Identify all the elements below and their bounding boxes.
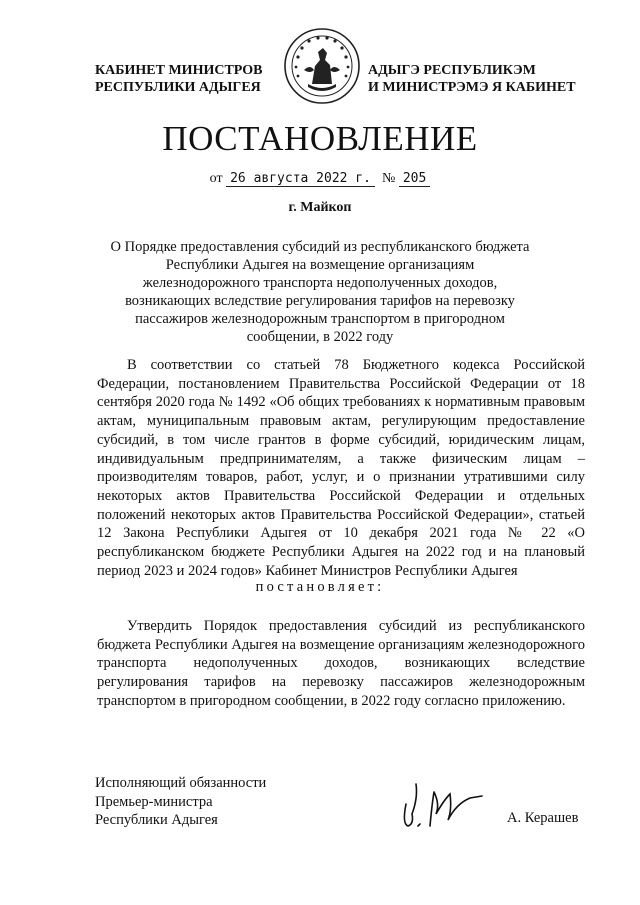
resolves-heading: постановляет: [255, 579, 385, 595]
issuer-name-adyghe [368, 62, 598, 96]
signatory-line-1: Исполняющий обязанности [95, 775, 267, 791]
document-title: ПОСТАНОВЛЕНИЕ [162, 119, 478, 158]
date-number-line [0, 170, 640, 188]
signatory-position [95, 774, 315, 830]
handwritten-signature-icon [392, 774, 492, 834]
signatory-name: А. Керашев [507, 810, 579, 826]
coat-of-arms-emblem-icon [282, 26, 362, 106]
issuer-line-2: РЕСПУБЛИКИ АДЫГЕЯ [95, 80, 261, 95]
issuer-line-1: КАБИНЕТ МИНИСТРОВ [95, 63, 263, 78]
decision-paragraph [97, 617, 585, 711]
issuer-name-russian [95, 62, 285, 96]
signatory-line-2: Премьер-министра [95, 793, 213, 810]
date-prefix: от [209, 171, 223, 186]
city: г. Майкоп [288, 200, 352, 215]
number-sign: № [381, 171, 396, 186]
issuer-adyghe-line-2: И МИНИСТРЭМЭ Я КАБИНЕТ [368, 80, 576, 95]
preamble-paragraph [97, 356, 585, 580]
decree-subject: О Порядке предоставления субсидий из республиканского бюджета Республики Адыгея на возмещение организациям железнодорожного транспорта недополученных доходов, возникающих вследствие регулирования тарифов на перевозку пассажиров железнодорожным транспортом в пригородном сообщении, в 2022 году [110, 239, 530, 345]
preamble-text: В соответствии со статьей 78 Бюджетного кодекса Российской Федерации, постановлением Правительства Российской Федерации от 18 сентября 2020 года № 1492 «Об общих требованиях к нормативным правовым актам, муниципальным правовым актам, регулирующим предоставление субсидий, в том числе грантов в форме субсидий, юридическим лицам, индивидуальным предпринимателям, а также физическим лицам – производителям товаров, работ, услуг, и о признании утратившими силу некоторых актов Правительства Российской Федерации и отдельных положений некоторых актов Правительства Российской Федерации», статьей 12 Закона Республики Адыгея от 10 декабря 2021 года № 22 «О республиканском бюджете Республики Адыгея на 2022 год и на плановый период 2023 и 2024 годов» Кабинет Министров Республики Адыгея [97, 357, 585, 579]
date-value: 26 августа 2022 г. [226, 171, 375, 187]
decision-text: Утвердить Порядок предоставления субсидий из республиканского бюджета Республики Адыгея на возмещение организациям железнодорожного транспорта недополученных доходов, возникающих вследствие регулирования тарифов на перевозку пассажиров железнодорожным транспортом в пригородном сообщении, в 2022 году согласно приложению. [97, 618, 585, 709]
issuer-adyghe-line-1: АДЫГЭ РЕСПУБЛИКЭМ [368, 63, 536, 78]
number-value: 205 [399, 171, 430, 187]
signatory-line-3: Республики Адыгея [95, 812, 218, 828]
